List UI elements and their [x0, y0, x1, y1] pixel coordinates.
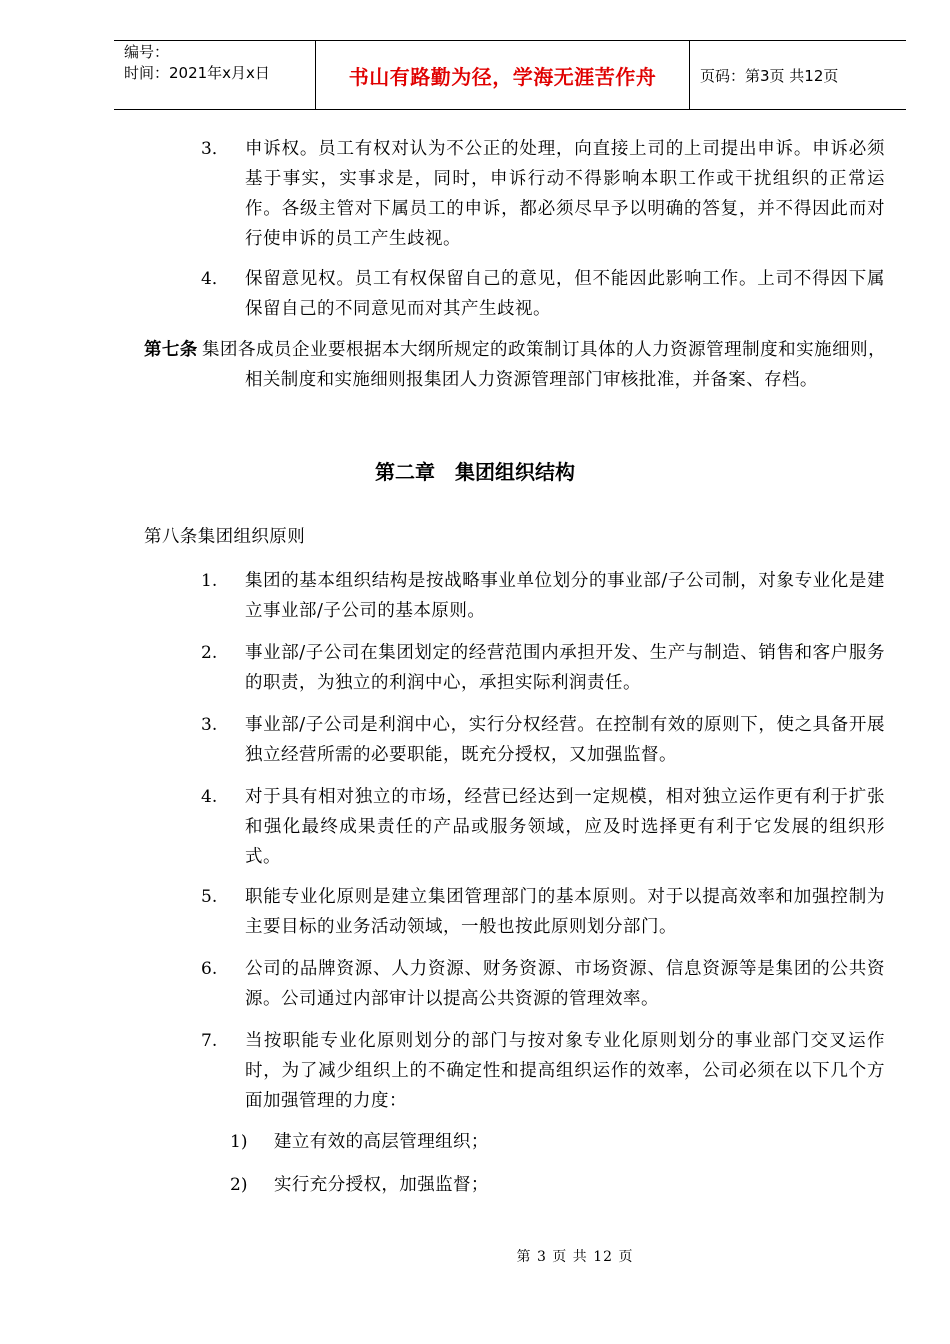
sub-item-number: 2) [230, 1175, 248, 1195]
sub-item-text: 实行充分授权，加强监督； [274, 1175, 489, 1195]
list-item-text: 当按职能专业化原则划分的部门与按对象专业化原则划分的事业部门交叉运作时，为了减少组织上的不确定性和提高组织运作的效率，公司必须在以下几个方面加强管理的力度： [245, 1031, 885, 1111]
article-7-first-line [202, 335, 886, 395]
header-meta [114, 41, 316, 109]
document-number-label: 编号： [124, 43, 170, 61]
motto-text: 书山有路勤为径，学海无涯苦作舟 [348, 64, 657, 89]
list-item-text: 职能专业化原则是建立集团管理部门的基本原则。对于以提高效率和加强控制为主要目标的业务活动领域，一般也按此原则划分部门。 [245, 887, 885, 937]
list-item-number: 3． [201, 139, 229, 159]
list-item-number: 4. [201, 787, 218, 807]
article-8-text: 集团组织原则 [197, 527, 306, 547]
sub-item-text: 建立有效的高层管理组织； [274, 1132, 489, 1152]
article-8 [144, 522, 305, 552]
list-item-number: 5. [201, 887, 218, 907]
header-motto [316, 41, 690, 109]
list-item-text: 事业部/子公司是利润中心，实行分权经营。在控制有效的原则下，使之具备开展独立经营所需的必要职能，既充分授权，又加强监督。 [245, 715, 885, 765]
article-label: 第八条 [144, 527, 198, 547]
page-footer: 第 3 页 共 12 页 [516, 1249, 634, 1265]
list-item-number: 4． [201, 269, 229, 289]
document-date: 时间：2021年x月x日 [124, 64, 270, 82]
chapter-title: 第二章 集团组织结构 [375, 460, 575, 484]
sub-item-number: 1) [230, 1132, 248, 1152]
list-item-text: 集团的基本组织结构是按战略事业单位划分的事业部/子公司制，对象专业化是建立事业部/子公司的基本原则。 [245, 571, 885, 621]
list-item-text: 申诉权。员工有权对认为不公正的处理，向直接上司的上司提出申诉。申诉必须基于事实，实事求是，同时，申诉行动不得影响本职工作或干扰组织的正常运作。各级主管对下属员工的申诉，都必须尽早予以明确的答复，并不得因此而对行使申诉的员工产生歧视。 [245, 139, 885, 249]
list-item-text: 对于具有相对独立的市场，经营已经达到一定规模，相对独立运作更有利于扩张和强化最终成果责任的产品或服务领域，应及时选择更有利于它发展的组织形式。 [245, 787, 885, 867]
page-header [114, 40, 906, 110]
list-item-number: 1. [201, 571, 218, 591]
list-item-text: 事业部/子公司在集团划定的经营范围内承担开发、生产与制造、销售和客户服务的职责，为独立的利润中心，承担实际利润责任。 [245, 643, 885, 693]
list-item-text: 公司的品牌资源、人力资源、财务资源、市场资源、信息资源等是集团的公共资源。公司通过内部审计以提高公共资源的管理效率。 [245, 959, 885, 1009]
list-item-text: 保留意见权。员工有权保留自己的意见，但不能因此影响工作。上司不得因下属保留自己的不同意见而对其产生歧视。 [245, 269, 885, 319]
header-page-info: 页码：第3页 共12页 [700, 66, 839, 85]
list-item-number: 2. [201, 643, 218, 663]
article-label: 第七条 [144, 340, 198, 360]
list-item-number: 6. [201, 959, 218, 979]
list-item-number: 7. [201, 1031, 218, 1051]
list-item-number: 3. [201, 715, 218, 735]
article-7-text: 集团各成员企业要根据本大纲所规定的政策制订具体的人力资源管理制度和实施细则，相关制度和实施细则报集团人力资源管理部门审核批准，并备案、存档。 [202, 340, 886, 390]
